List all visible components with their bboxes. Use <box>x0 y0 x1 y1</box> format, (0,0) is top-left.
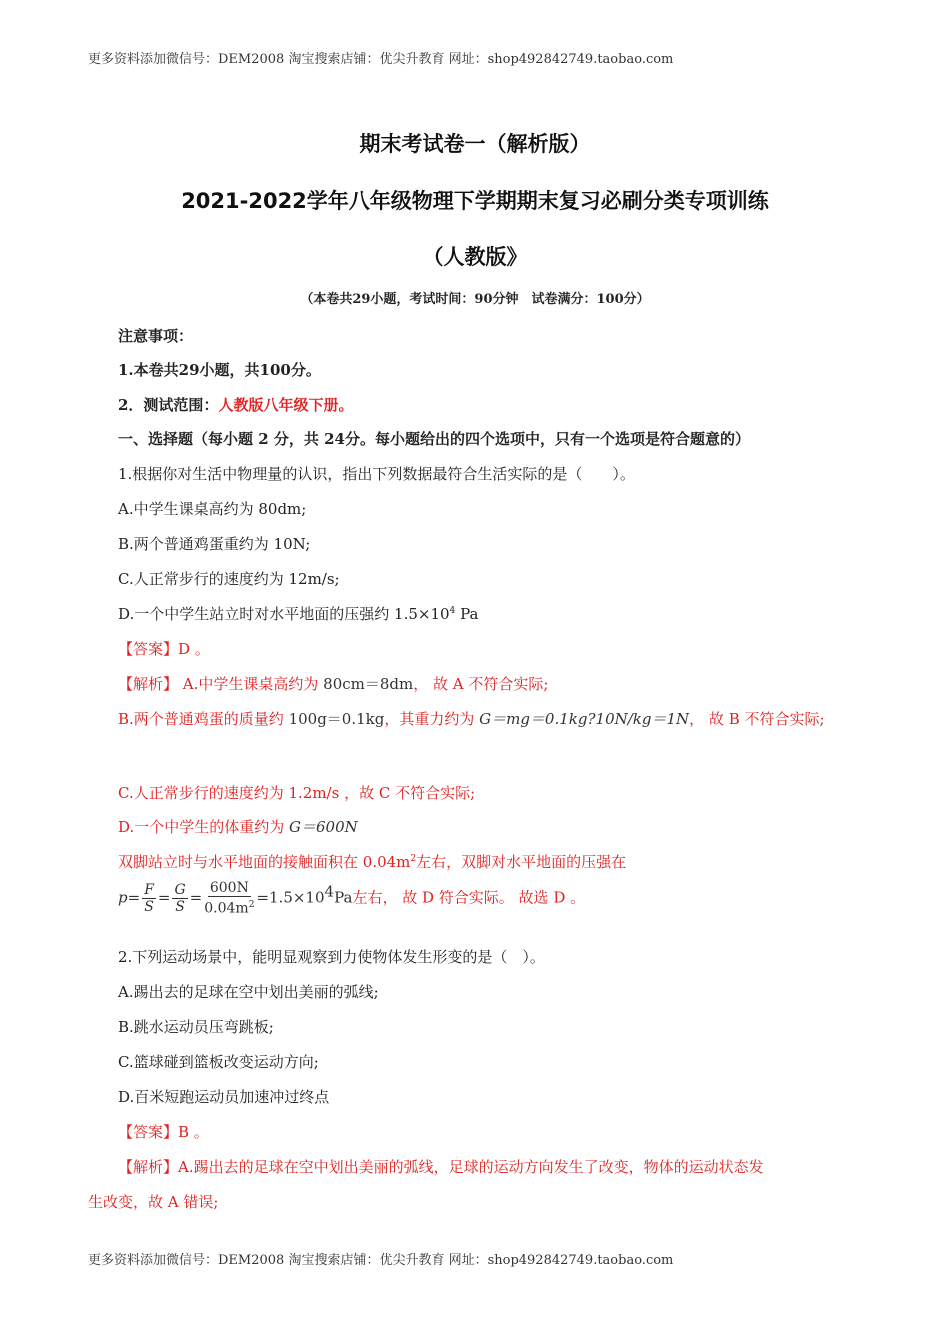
q1-analysis-d <box>118 816 358 837</box>
formula-frac-fs: $\frac{F}{S}$ <box>144 881 154 915</box>
title-series: 2021-2022学年八年级物理下学期期末复习必刷分类专项训练 <box>181 189 769 213</box>
q1-answer: 【答案】D 。 <box>118 640 210 658</box>
notes-heading: 注意事项： <box>118 327 194 345</box>
note-2 <box>118 394 353 415</box>
q2-option-b: B.跳水运动员压弯跳板; <box>118 1018 274 1036</box>
analysis-d-conclusion: 左右， 故 D 符合实际。 故选 D 。 <box>352 888 586 907</box>
formula-result-exp: 4 <box>324 882 335 901</box>
q1-stem: 1.根据你对生活中物理量的认识，指出下列数据最符合生活实际的是（ ）。 <box>118 465 635 483</box>
q2-analysis-line1: 【解析】A.踢出去的足球在空中划出美丽的弧线，足球的运动方向发生了改变，物体的运动状态发 <box>118 1158 764 1176</box>
q1-option-b: B.两个普通鸡蛋重约为 10N; <box>118 535 311 553</box>
formula-result: =1.5×10 <box>256 888 325 907</box>
page-footer: 更多资料添加微信号：DEM2008 淘宝搜索店铺：优尖升教育 网址：shop492842749.taobao.com <box>88 1253 674 1268</box>
q1-option-d <box>118 603 478 624</box>
analysis-d-text: D.一个中学生的体重约为 <box>118 818 290 836</box>
formula-frac-num: $\frac{600N}{0.04m^2}$ <box>204 880 255 917</box>
q1-analysis-c: C.人正常步行的速度约为 1.2m/s ，故 C 不符合实际; <box>118 784 476 802</box>
analysis-b-text: B.两个普通鸡蛋的质量约 <box>118 710 289 728</box>
formula-p: p <box>118 888 128 907</box>
q1-pressure-formula: p= $\frac{F}{S}$ = $\frac{G}{S}$ = $\frac{600N}{0.04m^2}$ $=1.5\times 10^4Pa$左右， 故 D 符合实际。 故选 D 。 <box>118 880 586 917</box>
q2-option-a: A.踢出去的足球在空中划出美丽的弧线; <box>118 983 379 1001</box>
q1-option-c: C.人正常步行的速度约为 12m/s; <box>118 570 340 588</box>
q1-analysis-d-area <box>118 851 626 872</box>
analysis-a-conclusion: ， 故 A 不符合实际; <box>413 675 549 693</box>
analysis-b-math-weight: G＝mg＝0.1kg?10N/kg＝1N <box>479 710 690 728</box>
q1-option-d-exp: 4 <box>449 606 456 616</box>
analysis-b-text2: ，其重力约为 <box>384 710 480 728</box>
analysis-d-math: G＝600N <box>289 818 358 836</box>
analysis-a-text: A.中学生课桌高约为 <box>178 675 324 693</box>
analysis-label: 【解析】 <box>118 675 179 693</box>
analysis-d-area-exp: 2 <box>410 854 417 864</box>
note-1: 1.本卷共29小题，共100分。 <box>118 361 321 379</box>
q2-stem: 2.下列运动场景中，能明显观察到力使物体发生形变的是（ ）。 <box>118 948 545 966</box>
analysis-b-math-mass: 100g＝0.1kg <box>288 710 385 728</box>
analysis-a-math: 80cm＝8dm <box>323 675 414 693</box>
q1-analysis-b <box>118 708 825 729</box>
note-2-scope: 人教版八年级下册。 <box>218 396 354 414</box>
note-2-prefix: 2．测试范围： <box>118 396 219 414</box>
analysis-b-conclusion: ， 故 B 不符合实际; <box>689 710 825 728</box>
formula-frac-gs: $\frac{G}{S}$ <box>174 881 186 915</box>
formula-result-unit: Pa <box>334 888 353 907</box>
q1-option-d-unit: Pa <box>460 605 479 623</box>
q1-option-d-text: D.一个中学生站立时对水平地面的压强约 1.5×10 <box>118 605 450 623</box>
q2-answer: 【答案】B 。 <box>118 1123 209 1141</box>
title-main: 期末考试卷一（解析版） <box>359 132 591 156</box>
exam-info: （本卷共29小题，考试时间：90分钟 试卷满分：100分） <box>300 292 650 307</box>
q1-analysis-a <box>118 673 548 694</box>
q1-option-a: A.中学生课桌高约为 80dm; <box>118 500 307 518</box>
q2-option-c: C.篮球碰到篮板改变运动方向; <box>118 1053 319 1071</box>
q2-analysis-line2: 生改变，故 A 错误; <box>88 1193 219 1211</box>
section-heading: 一、选择题（每小题 2 分，共 24分。每小题给出的四个选项中，只有一个选项是符合题意的） <box>118 430 750 448</box>
title-edition: （人教版》 <box>422 245 528 269</box>
page-header: 更多资料添加微信号：DEM2008 淘宝搜索店铺：优尖升教育 网址：shop492842749.taobao.com <box>88 52 674 67</box>
analysis-d-area-text2: 左右，双脚对水平地面的压强在 <box>416 853 627 871</box>
analysis-d-area-text: 双脚站立时与水平地面的接触面积在 0.04m <box>118 853 411 871</box>
q2-option-d: D.百米短跑运动员加速冲过终点 <box>118 1088 330 1106</box>
